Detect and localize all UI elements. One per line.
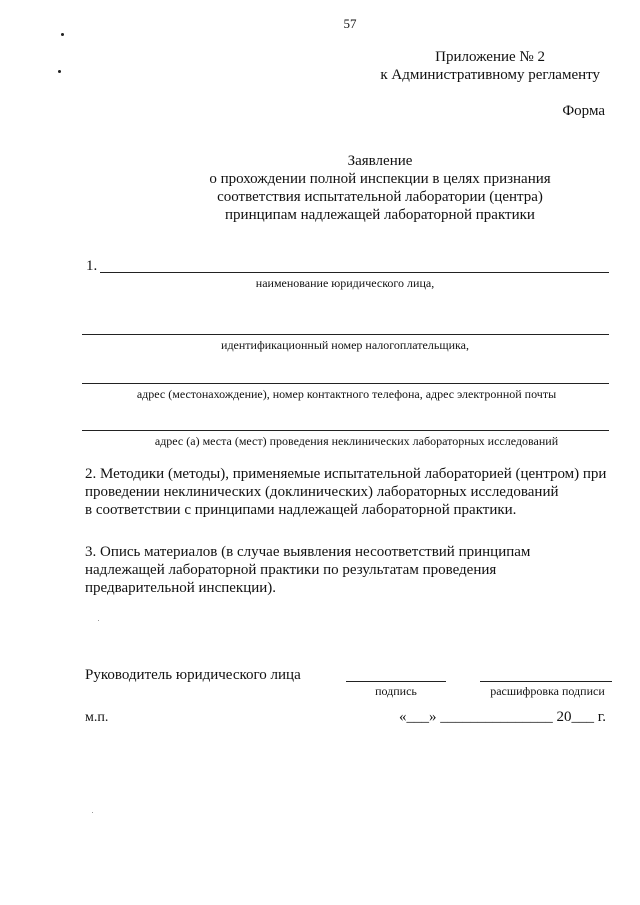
address-caption: адрес (местонахождение), номер контактного телефона, адрес электронной почты	[136, 387, 557, 401]
section-3-line-1: 3. Опись материалов (в случае выявления несоответствий принципам	[85, 544, 531, 560]
date-field[interactable]: «___» _______________ 20___ г.	[399, 709, 606, 725]
name-field-line[interactable]	[100, 272, 609, 273]
places-field-line[interactable]	[82, 430, 609, 431]
scan-mark	[98, 620, 99, 621]
scan-mark	[61, 33, 64, 36]
title-line-2: о прохождении полной инспекции в целях признания	[209, 171, 551, 187]
stamp-placeholder: м.п.	[85, 710, 109, 725]
appendix-label: Приложение № 2	[435, 49, 545, 65]
regulation-label: к Административному регламенту	[380, 67, 600, 83]
form-label: Форма	[562, 103, 605, 119]
address-field-line[interactable]	[82, 383, 609, 384]
section-1-number: 1.	[86, 258, 98, 274]
places-caption: адрес (а) места (мест) проведения неклинических лабораторных исследований	[154, 434, 559, 448]
page-number: 57	[343, 16, 357, 31]
inn-field-line[interactable]	[82, 334, 609, 335]
scan-mark	[58, 70, 61, 73]
title-line-1: Заявление	[347, 153, 413, 169]
section-3-line-3: предварительной инспекции).	[85, 580, 277, 596]
section-2-line-2: проведении неклинических (доклинических) лабораторных исследований	[85, 484, 559, 500]
scan-mark	[92, 812, 93, 813]
decoding-field-line[interactable]	[480, 681, 612, 682]
section-3-line-2: надлежащей лабораторной практики по результатам проведения	[85, 562, 497, 578]
decoding-caption: расшифровка подписи	[490, 684, 605, 698]
section-2-line-1: 2. Методики (методы), применяемые испытательной лабораторией (центром) при	[85, 466, 607, 482]
name-caption: наименование юридического лица,	[255, 276, 435, 290]
inn-caption: идентификационный номер налогоплательщика,	[221, 338, 469, 352]
signature-caption: подпись	[375, 684, 417, 698]
signature-field-line[interactable]	[346, 681, 446, 682]
title-line-4: принципам надлежащей лабораторной практики	[225, 207, 535, 223]
head-of-entity-label: Руководитель юридического лица	[85, 667, 301, 683]
section-2-line-3: в соответствии с принципами надлежащей лабораторной практики.	[85, 502, 517, 518]
title-line-3: соответствия испытательной лаборатории (центра)	[217, 189, 543, 205]
